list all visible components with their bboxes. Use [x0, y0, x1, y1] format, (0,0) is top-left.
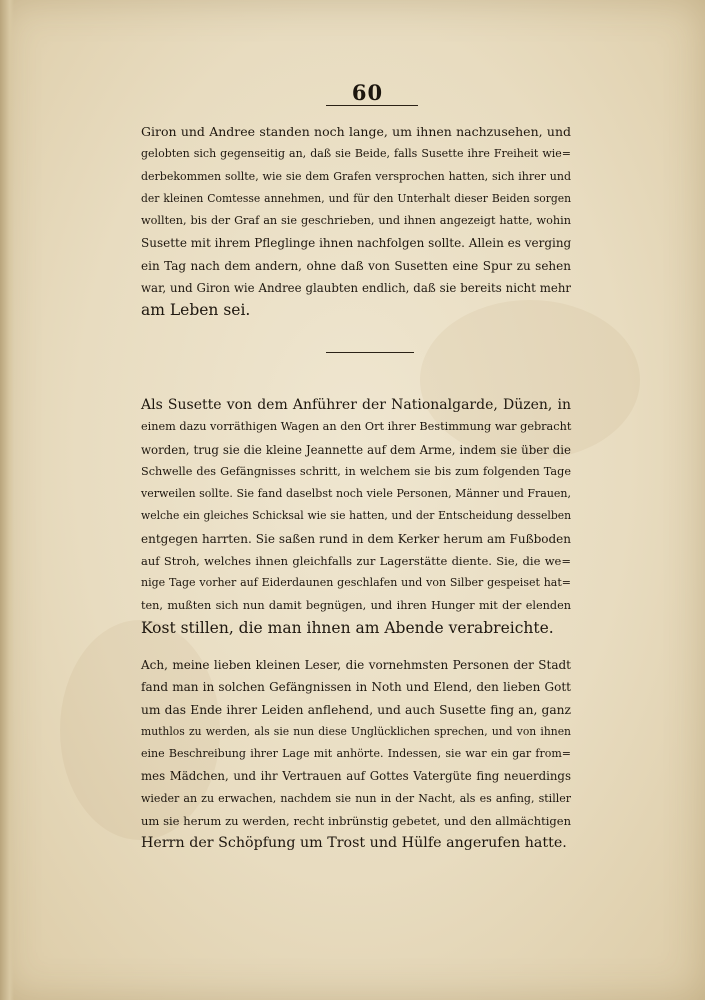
text-line: Ach, meine lieben kleinen Leser, die vornehmsten Personen der Stadt — [141, 658, 571, 672]
text-line: gelobten sich gegenseitig an, daß sie Beide, falls Susette ihre Freiheit wie= — [141, 147, 571, 161]
text-line: muthlos zu werden, als sie nun diese Unglücklichen sprechen, und von ihnen — [141, 724, 571, 738]
header-rule — [326, 105, 418, 106]
text-line: war, und Giron wie Andree glaubten endlich, daß sie bereits nicht mehr — [141, 281, 571, 296]
text-line: Schwelle des Gefängnisses schritt, in welchem sie bis zum folgenden Tage — [141, 464, 571, 478]
text-line: mes Mädchen, und ihr Vertrauen auf Gottes Vatergüte fing neuerdings — [141, 769, 571, 784]
text-line: Giron und Andree standen noch lange, um ihnen nachzusehen, und — [141, 124, 571, 139]
paragraph-2 — [141, 394, 571, 639]
text-line: derbekommen sollte, wie sie dem Grafen versprochen hatten, sich ihrer und — [141, 169, 571, 183]
text-line: entgegen harrten. Sie saßen rund in dem Kerker herum am Fußboden — [141, 531, 571, 546]
text-line: Als Susette von dem Anführer der Nationalgarde, Düzen, in — [141, 397, 571, 413]
text-line: welche ein gleiches Schicksal wie sie hatten, und der Entscheidung desselben — [141, 509, 571, 523]
text-line: Herrn der Schöpfung um Trost und Hülfe angerufen hatte. — [141, 835, 567, 852]
paragraph-3 — [141, 654, 571, 855]
text-line: Kost stillen, die man ihnen am Abende verabreichte. — [141, 618, 554, 637]
section-divider — [326, 352, 414, 353]
text-line: auf Stroh, welches ihnen gleichfalls zur Lagerstätte diente. Sie, die we= — [141, 554, 571, 569]
text-line: um das Ende ihrer Leiden anflehend, und auch Susette fing an, ganz — [141, 702, 571, 717]
text-line: der kleinen Comtesse annehmen, und für den Unterhalt dieser Beiden sorgen — [141, 191, 571, 205]
text-line: am Leben sei. — [141, 301, 251, 320]
text-line: um sie herum zu werden, recht inbrünstig gebetet, und den allmächtigen — [141, 814, 571, 829]
page-number: 60 — [351, 80, 384, 105]
paragraph-1 — [141, 121, 571, 322]
text-line: nige Tage vorher auf Eiderdaunen geschlafen und von Silber gespeiset hat= — [141, 576, 571, 590]
text-line: ten, mußten sich nun damit begnügen, und ihren Hunger mit der elenden — [141, 598, 571, 612]
text-line: ein Tag nach dem andern, ohne daß von Susetten eine Spur zu sehen — [141, 258, 571, 273]
text-line: wieder an zu erwachen, nachdem sie nun in der Nacht, als es anfing, stiller — [141, 791, 571, 805]
text-line: fand man in solchen Gefängnissen in Noth und Elend, den lieben Gott — [141, 680, 571, 695]
text-line: worden, trug sie die kleine Jeannette auf dem Arme, indem sie über die — [141, 442, 571, 457]
text-line: eine Beschreibung ihrer Lage mit anhörte. Indessen, sie war ein gar from= — [141, 747, 571, 761]
text-line: einem dazu vorräthigen Wagen an den Ort ihrer Bestimmung war gebracht — [141, 420, 572, 434]
text-line: Susette mit ihrem Pfleglinge ihnen nachfolgen sollte. Allein es verging — [141, 236, 572, 251]
text-line: wollten, bis der Graf an sie geschrieben, und ihnen angezeigt hatte, wohin — [141, 214, 571, 228]
text-line: verweilen sollte. Sie fand daselbst noch viele Personen, Männer und Frauen, — [141, 487, 571, 501]
page-spine-shadow — [0, 0, 14, 1000]
